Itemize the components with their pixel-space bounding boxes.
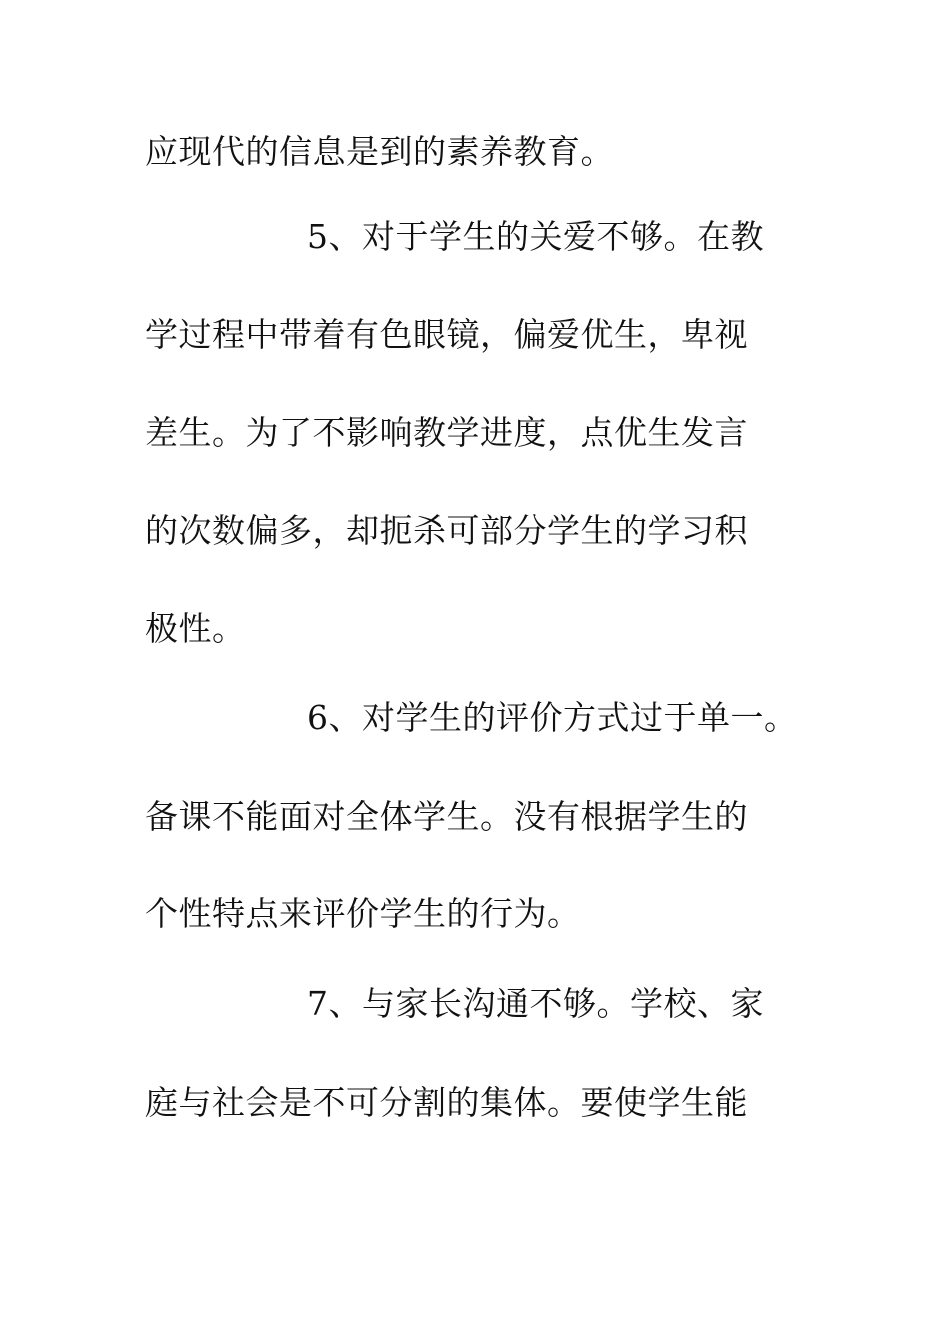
- text-line-2: 5、对于学生的关爱不够。在教: [307, 217, 764, 256]
- text-line-8: 备课不能面对全体学生。没有根据学生的: [145, 797, 748, 836]
- text-line-4: 差生。为了不影响教学进度，点优生发言: [145, 413, 748, 452]
- text-line-11: 庭与社会是不可分割的集体。要使学生能: [145, 1083, 748, 1122]
- text-line-3: 学过程中带着有色眼镜，偏爱优生，卑视: [145, 315, 748, 354]
- text-line-10: 7、与家长沟通不够。学校、家: [307, 984, 764, 1023]
- text-line-9: 个性特点来评价学生的行为。: [145, 894, 581, 933]
- text-line-6: 极性。: [145, 609, 246, 648]
- text-line-7: 6、对学生的评价方式过于单一。: [307, 698, 798, 737]
- text-line-5: 的次数偏多，却扼杀可部分学生的学习积: [145, 511, 748, 550]
- text-line-1: 应现代的信息是到的素养教育。: [145, 132, 614, 171]
